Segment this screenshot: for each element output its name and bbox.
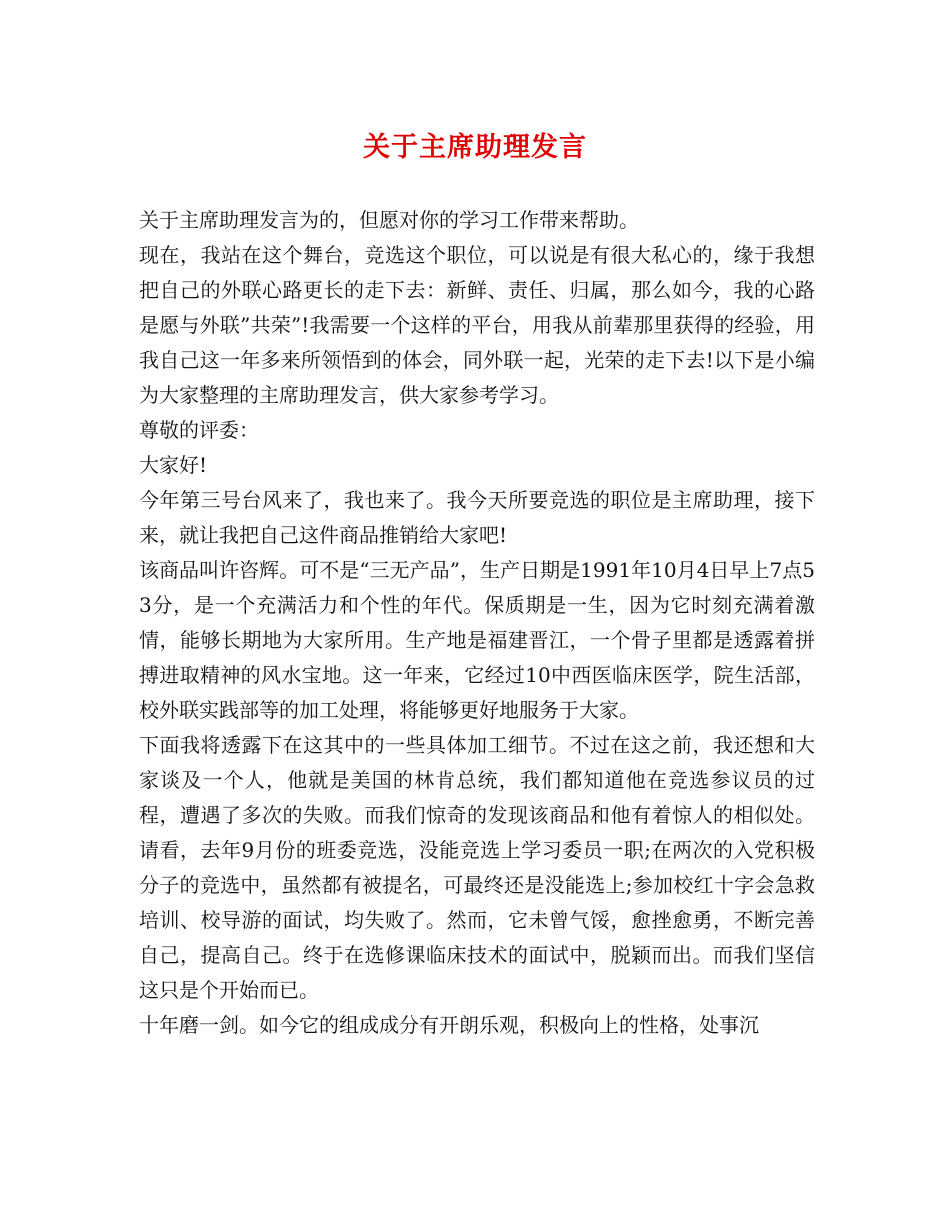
paragraph-greeting: 大家好!: [139, 453, 208, 477]
paragraph-intro: 关于主席助理发言为的，但愿对你的学习工作带来帮助。: [139, 208, 639, 232]
paragraph-product: 该商品叫许咨辉。可不是“三无产品”，生产日期是1991年10月4日早上7点53分，是一个充满活力和个性的年代。保质期是一生，因为它时刻充满着激情，能够长期地为大家所用。生产地是福建晋江，一个骨子里都是透露着拼搏进取精神的风水宝地。这一年来，它经过10中西医临床医学，院生活部，校外联实践部等的加工处理，将能够更好地服务于大家。: [139, 558, 815, 722]
paragraph-preface: 现在，我站在这个舞台，竞选这个职位，可以说是有很大私心的，缘于我想把自己的外联心路更长的走下去：新鲜、责任、归属，那么如今，我的心路是愿与外联”共荣”!我需要一个这样的平台，用我从前辈那里获得的经验，用我自己这一年多来所领悟到的体会，同外联一起，光荣的走下去!以下是小编为大家整理的主席助理发言，供大家参考学习。: [139, 243, 815, 407]
document-body: [139, 203, 815, 1043]
paragraph-opening: 今年第三号台风来了，我也来了。我今天所要竞选的职位是主席助理，接下来，就让我把自己这件商品推销给大家吧!: [139, 488, 815, 547]
paragraph-salutation: 尊敬的评委：: [139, 418, 259, 442]
document-title: 关于主席助理发言: [363, 132, 587, 163]
paragraph-details: 下面我将透露下在这其中的一些具体加工细节。不过在这之前，我还想和大家谈及一个人，他就是美国的林肯总统，我们都知道他在竞选参议员的过程，遭遇了多次的失败。而我们惊奇的发现该商品和他有着惊人的相似处。请看，去年9月份的班委竞选，没能竞选上学习委员一职;在两次的入党积极分子的竞选中，虽然都有被提名，可最终还是没能选上;参加校红十字会急救培训、校导游的面试，均失败了。然而，它未曾气馁，愈挫愈勇，不断完善自己，提高自己。终于在选修课临床技术的面试中，脱颖而出。而我们坚信这只是个开始而已。: [139, 733, 815, 1002]
paragraph-closing: 十年磨一剑。如今它的组成成分有开朗乐观，积极向上的性格，处事沉: [139, 1013, 759, 1037]
